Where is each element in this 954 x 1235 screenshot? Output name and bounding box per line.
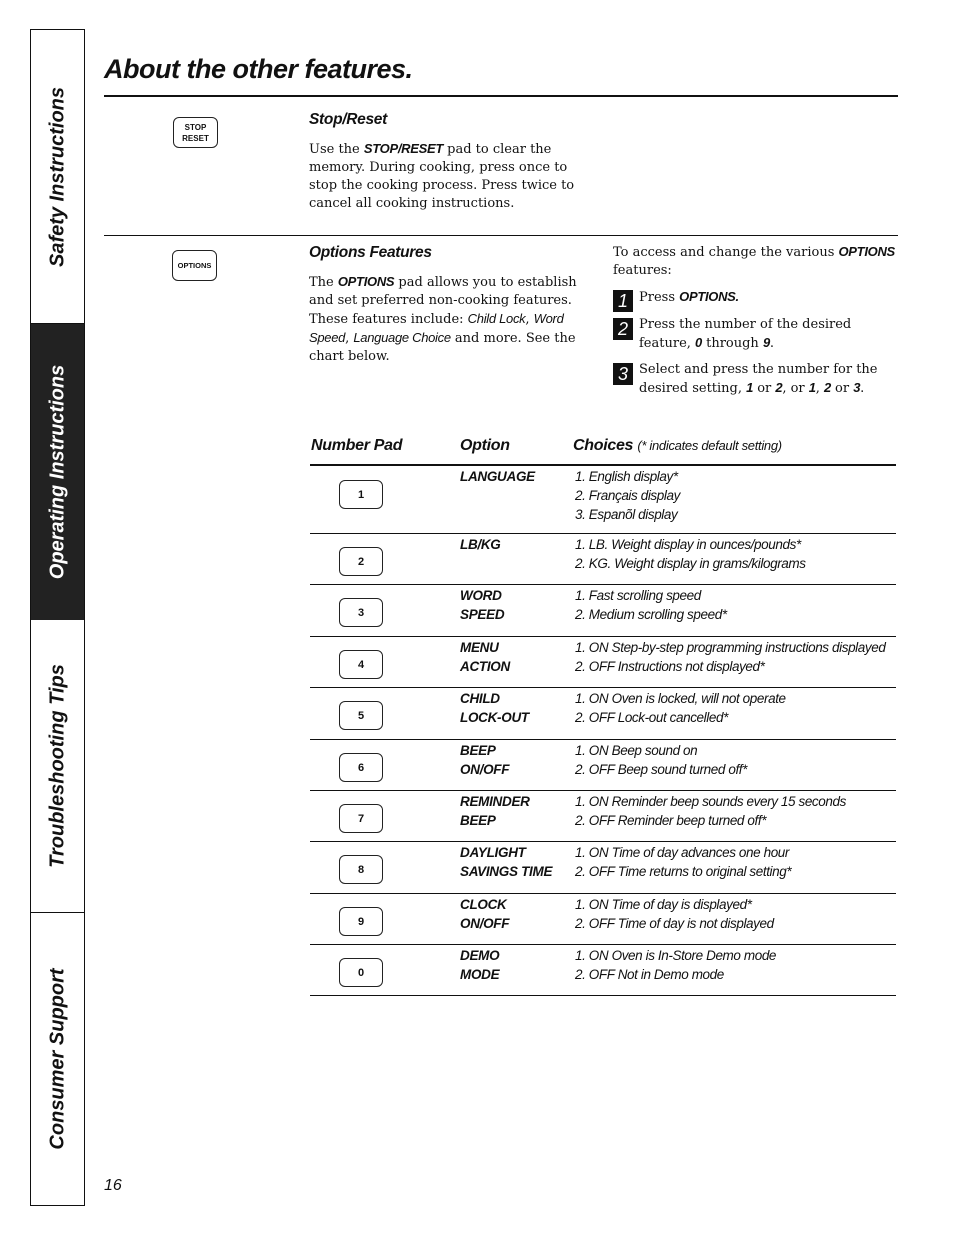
choice-list [575,467,900,524]
tab-label: Consumer Support [46,968,68,1150]
choice-list [575,843,900,881]
option-name-line: ON/OFF [460,762,510,777]
option-name-line: MENU [460,640,499,655]
stop-reset-heading: Stop/Reset [309,111,387,128]
stop-reset-description [309,140,581,213]
table-row [310,945,896,995]
text: pad to clear the memory. During cooking, press once to stop the cooking process. Press twice to cancel all cooking instructions. [309,142,575,211]
text: Press [639,290,680,305]
text: The [309,275,338,290]
option-name-line: ACTION [460,659,510,674]
step-number: 2 [613,318,633,340]
choice-item: 2. OFF Reminder beep turned off* [575,813,767,828]
option-name [460,586,504,624]
choice-item: 2. OFF Time of day is not displayed [575,916,774,931]
option-name [460,843,552,881]
text: , [345,331,354,346]
text: pad allows you to establish and set preferred non-cooking features. These features include: [309,275,577,327]
row-divider [310,995,896,996]
step-text [639,316,889,353]
key-name: 1 [746,380,754,395]
tab-safety-instructions[interactable] [31,30,84,324]
options-pad-icon [172,250,217,281]
option-name-line: DEMO [460,948,500,963]
choice-list [575,946,900,984]
option-name [460,467,535,486]
page-title: About the other features. [104,54,413,84]
step-text [639,288,889,307]
choice-item: 1. ON Time of day is displayed* [575,897,752,912]
text: through [701,336,763,351]
table-row [310,534,896,584]
key-name: 3 [853,380,861,395]
choice-item: 3. Espanõl display [575,507,678,522]
number-pad-key-5: 5 [339,701,383,730]
pad-text: OPTIONS [177,261,212,270]
choice-item: 2. OFF Lock-out cancelled* [575,710,728,725]
title-divider [104,95,898,97]
option-name-line: SPEED [460,607,505,622]
choice-list [575,586,900,624]
text: Use the [309,142,364,157]
option-name [460,946,499,984]
table-row [310,466,896,533]
option-name [460,535,501,554]
tab-label: Operating Instructions [46,364,68,580]
choice-item: 1. LB. Weight display in ounces/pounds* [575,537,801,552]
pad-text: STOP [184,122,207,132]
choice-item: 2. Medium scrolling speed* [575,607,727,622]
number-pad-key-4: 4 [339,650,383,679]
default-note: (* indicates default setting) [637,438,782,453]
option-name [460,689,529,727]
tab-label: Safety Instructions [46,86,68,267]
number-pad-key-3: 3 [339,598,383,627]
option-name-line: REMINDER [460,794,530,809]
key-name: 9 [762,335,770,350]
tab-label: Troubleshooting Tips [46,664,68,868]
text: Select and press the number for the desired setting, [639,362,878,396]
choice-item: 2. OFF Instructions not displayed* [575,659,765,674]
choice-list [575,741,900,779]
option-name [460,741,509,779]
option-name-line: CLOCK [460,897,507,912]
text: or [830,381,854,396]
choice-item: 1. ON Time of day advances one hour [575,845,790,860]
choice-item: 2. OFF Time returns to original setting* [575,864,792,879]
stop-reset-pad-icon [173,117,218,148]
table-row [310,894,896,944]
options-heading: Options Features [309,244,432,261]
table-row [310,637,896,687]
option-name [460,638,510,676]
options-access-intro [613,243,898,280]
option-name-line: WORD [460,588,502,603]
column-header-choices [573,437,782,455]
text: , [525,312,534,327]
number-pad-key-2: 2 [339,547,383,576]
choice-item: 1. Fast scrolling speed [575,588,701,603]
choice-list [575,689,900,727]
text: To access and change the various [613,245,839,260]
option-name-line: LANGUAGE [460,469,535,484]
key-name: 2 [823,380,831,395]
choices-label: Choices [573,437,634,454]
section-divider [104,235,898,236]
option-name [460,895,509,933]
section-sidebar [30,29,85,1206]
choice-list [575,895,900,933]
option-name-line: DAYLIGHT [460,845,526,860]
table-row [310,585,896,636]
text: . [860,381,865,396]
option-name-line: BEEP [460,813,496,828]
number-pad-key-0: 0 [339,958,383,987]
choice-item: 1. ON Step-by-step programming instructions displayed [575,640,886,655]
key-name: 0 [695,335,702,350]
step-number: 1 [613,290,633,312]
choice-list [575,792,900,830]
table-row [310,842,896,893]
text: , or [782,381,809,396]
table-row [310,791,896,841]
feature-name: Child Lock [467,311,526,326]
column-header-number-pad: Number Pad [311,437,403,454]
tab-operating-instructions[interactable] [31,324,84,620]
option-name [460,792,530,830]
choice-list [575,638,900,676]
option-name-line: BEEP [460,743,496,758]
pad-text: RESET [182,133,209,143]
options-description [309,273,589,366]
text: Press the number of the desired feature, [639,317,852,351]
option-name-line: MODE [460,967,500,982]
choice-item: 2. OFF Not in Demo mode [575,967,724,982]
choice-item: 1. ON Reminder beep sounds every 15 seconds [575,794,846,809]
step-number: 3 [613,363,633,385]
key-name: OPTIONS [337,274,395,289]
choice-item: 2. KG. Weight display in grams/kilograms [575,556,806,571]
option-name-line: CHILD [460,691,500,706]
choice-item: 2. Français display [575,488,680,503]
tab-troubleshooting-tips[interactable] [31,620,84,913]
page-number: 16 [104,1177,122,1194]
key-name: 2 [775,380,783,395]
option-name-line: SAVINGS TIME [460,864,553,879]
number-pad-key-1: 1 [339,480,383,509]
column-header-option: Option [460,437,510,454]
key-name: 1 [808,380,816,395]
key-name: STOP/RESET [363,141,444,156]
option-name-line: LB/KG [460,537,501,552]
text: , [815,381,824,396]
option-name-line: LOCK-OUT [460,710,529,725]
table-row [310,740,896,790]
choice-item: 1. English display* [575,469,678,484]
text: or [753,381,776,396]
text: . [769,336,775,351]
table-row [310,688,896,739]
choice-item: 1. ON Beep sound on [575,743,698,758]
number-pad-key-6: 6 [339,753,383,782]
option-name-line: ON/OFF [460,916,510,931]
text: features: [613,263,672,278]
choice-item: 1. ON Oven is locked, will not operate [575,691,786,706]
tab-consumer-support[interactable] [31,913,84,1205]
number-pad-key-9: 9 [339,907,383,936]
text: and more. See the chart below. [309,331,576,364]
key-name: OPTIONS. [679,289,739,304]
number-pad-key-8: 8 [339,855,383,884]
step-text [639,361,889,398]
key-name: OPTIONS [838,244,895,259]
number-pad-key-7: 7 [339,804,383,833]
choice-item: 2. OFF Beep sound turned off* [575,762,748,777]
feature-name: Language Choice [353,330,451,345]
choice-list [575,535,900,573]
feature-name: Word Speed [309,311,564,345]
choice-item: 1. ON Oven is In-Store Demo mode [575,948,777,963]
